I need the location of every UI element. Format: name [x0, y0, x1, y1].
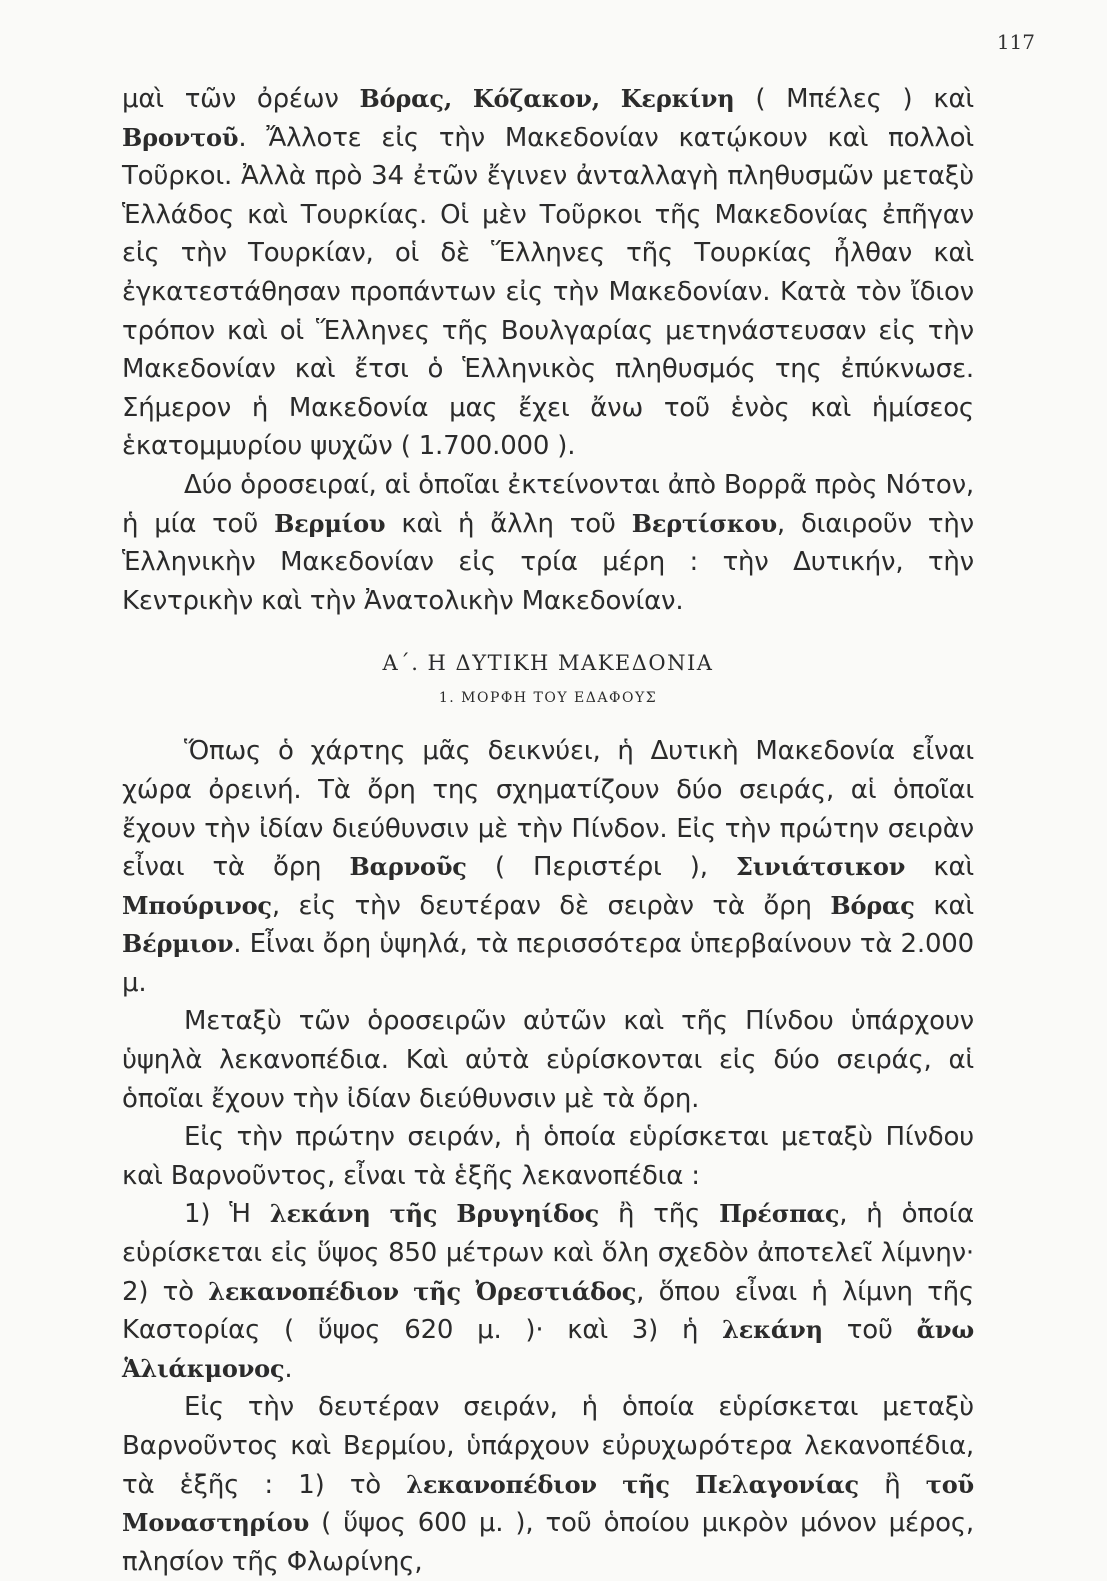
text-run: τοῦ [822, 1315, 917, 1346]
text-run: ἢ τῆς [599, 1199, 720, 1230]
section-heading: Α΄. Η ΔΥΤΙΚΗ ΜΑΚΕΔΟΝΙΑ [382, 651, 714, 676]
text-run: καὶ [905, 852, 974, 883]
bold-term: Πρέσπας [719, 1199, 840, 1229]
bold-term: λεκανοπέδιον τῆς Πελαγονίας [406, 1469, 859, 1499]
page-number: 117 [996, 30, 1035, 54]
text-run: ( Περιστέρι ), [466, 852, 736, 883]
bold-term: Βερμίου [274, 508, 386, 538]
paragraph-second-series [122, 1388, 974, 1581]
bold-term: τοῦ Μοναστηρίου [122, 1469, 974, 1538]
text-run: , διαιροῦν τὴν Ἑλληνικὴν Μακεδονίαν εἰς τρία μέρη : τὴν Δυτικήν, τὴν Κεντρικὴν καὶ τὴν Ἀνατολικὴν Μακεδονίαν. [122, 508, 974, 616]
paragraph-basin-list [122, 1195, 974, 1388]
subsection-heading: 1. ΜΟΡΦΗ ΤΟΥ ΕΔΑΦΟΥΣ [438, 690, 658, 707]
text-run: . Ἄλλοτε εἰς τὴν Μακεδονίαν κατῴκουν καὶ πολλοὶ Τοῦρκοι. Ἀλλὰ πρὸ 34 ἐτῶν ἔγινεν ἀνταλλαγὴ πληθυσμῶν μεταξὺ Ἑλλάδος καὶ Τουρκίας. Οἱ μὲν Τοῦρκοι τῆς Μακεδονίας ἐπῆγαν εἰς τὴν Τουρκίαν, οἱ δὲ Ἕλληνες τῆς Τουρκίας ἦλθαν καὶ ἐγκατεστάθησαν προπάντων εἰς τὴν Μακεδονίαν. Κατὰ τὸν ἴδιον τρόπον καὶ οἱ Ἕλληνες τῆς Βουλγαρίας μετηνάστευσαν εἰς τὴν Μακεδονίαν καὶ ἔτσι ὁ Ἑλληνικὸς πληθυσμός της ἐπύκνωσε. Σήμερον ἡ Μακεδονία μας ἔχει ἄνω τοῦ ἑνὸς καὶ ἡμίσεος ἑκατομμυρίου ψυχῶν ( 1.700.000 ). [122, 122, 974, 462]
bold-term: Μπούρινος [122, 890, 272, 920]
text-run: , ὅπου εἶναι ἡ λίμνη τῆς Καστορίας ( ὕψος 620 μ. )· καὶ 3) ἡ [122, 1276, 974, 1346]
bold-term: λεκάνη τῆς Βρυγηίδος [269, 1199, 600, 1229]
text-run: Ὅπως ὁ χάρτης μᾶς δεικνύει, ἡ Δυτικὴ Μακεδονία εἶναι χώρα ὀρεινή. Τὰ ὄρη της σχηματίζουν δύο σειράς, αἱ ὁποῖαι ἔχουν τὴν ἰδίαν διεύθυνσιν μὲ τὴν Πίνδον. Εἰς τὴν πρώτην σειρὰν εἶναι τὰ ὄρη [122, 736, 974, 883]
bold-term: Βόρας, Κόζακον, Κερκίνη [359, 84, 735, 113]
bold-term: ἄνω Ἁλιάκμονος [122, 1315, 974, 1383]
bold-term: λεκανοπέδιον τῆς Ὀρεστιάδος [208, 1276, 637, 1306]
bold-term: Βερτίσκου [631, 508, 777, 538]
paragraph-population [122, 80, 974, 466]
body-text [122, 80, 974, 1581]
text-run: . Εἶναι ὄρη ὑψηλά, τὰ περισσότερα ὑπερβαίνουν τὰ 2.000 μ. [122, 929, 974, 998]
text-run: καὶ [914, 890, 974, 921]
text-run: , εἰς τὴν δευτέραν δὲ σειρὰν τὰ ὄρη [271, 890, 831, 921]
text-run: Δύο ὁροσειραί, αἱ ὁποῖαι ἐκτείνονται ἀπὸ Βορρᾶ πρὸς Νότον, ἡ μία τοῦ [122, 469, 974, 539]
text-run: ( ὕψος 600 μ. ), τοῦ ὁποίου μικρὸν μόνον μέρος, πλησίον τῆς Φλωρίνης, [122, 1508, 974, 1577]
paragraph-first-series: Εἰς τὴν πρώτην σειράν, ἡ ὁποία εὑρίσκεται μεταξὺ Πίνδου καὶ Βαρνοῦντος, εἶναι τὰ ἑξῆς λεκανοπέδια : [122, 1122, 974, 1191]
text-run: 1) Ἡ [184, 1199, 270, 1230]
text-run: καὶ ἡ ἄλλη τοῦ [385, 508, 632, 539]
text-run: Εἰς τὴν δευτέραν σειράν, ἡ ὁποία εὑρίσκεται μεταξὺ Βαρνοῦντος καὶ Βερμίου, ὑπάρχουν εὐρυχωρότερα λεκανοπέδια, τὰ ἑξῆς : 1) τὸ [122, 1392, 974, 1500]
bold-term: Σινιάτσικον [735, 852, 906, 882]
text-run: ἢ [858, 1469, 926, 1500]
bold-term: Βέρμιον [122, 929, 234, 959]
text-run: μαὶ τῶν ὀρέων [122, 84, 360, 114]
paragraph-ranges [122, 466, 974, 620]
text-run: . [284, 1353, 293, 1384]
bold-term: λεκάνη [722, 1315, 823, 1345]
bold-term: Βόρας [830, 890, 915, 920]
paragraph-basins: Μεταξὺ τῶν ὁροσειρῶν αὐτῶν καὶ τῆς Πίνδου ὑπάρχουν ὑψηλὰ λεκανοπέδια. Καὶ αὐτὰ εὑρίσκονται εἰς δύο σειράς, αἱ ὁποῖαι ἔχουν τὴν ἰδίαν διεύθυνσιν μὲ τὰ ὄρη. [122, 1006, 974, 1114]
text-run: ( Μπέλες ) καὶ [734, 84, 974, 114]
paragraph-mountains [122, 732, 974, 1002]
text-run: , ἡ ὁποία εὑρίσκεται εἰς ὕψος 850 μέτρων καὶ ὅλη σχεδὸν ἀποτελεῖ λίμνην· 2) τὸ [122, 1199, 974, 1307]
bold-term: Βαρνοῦς [349, 852, 467, 882]
bold-term: Βροντοῦ [122, 122, 239, 152]
